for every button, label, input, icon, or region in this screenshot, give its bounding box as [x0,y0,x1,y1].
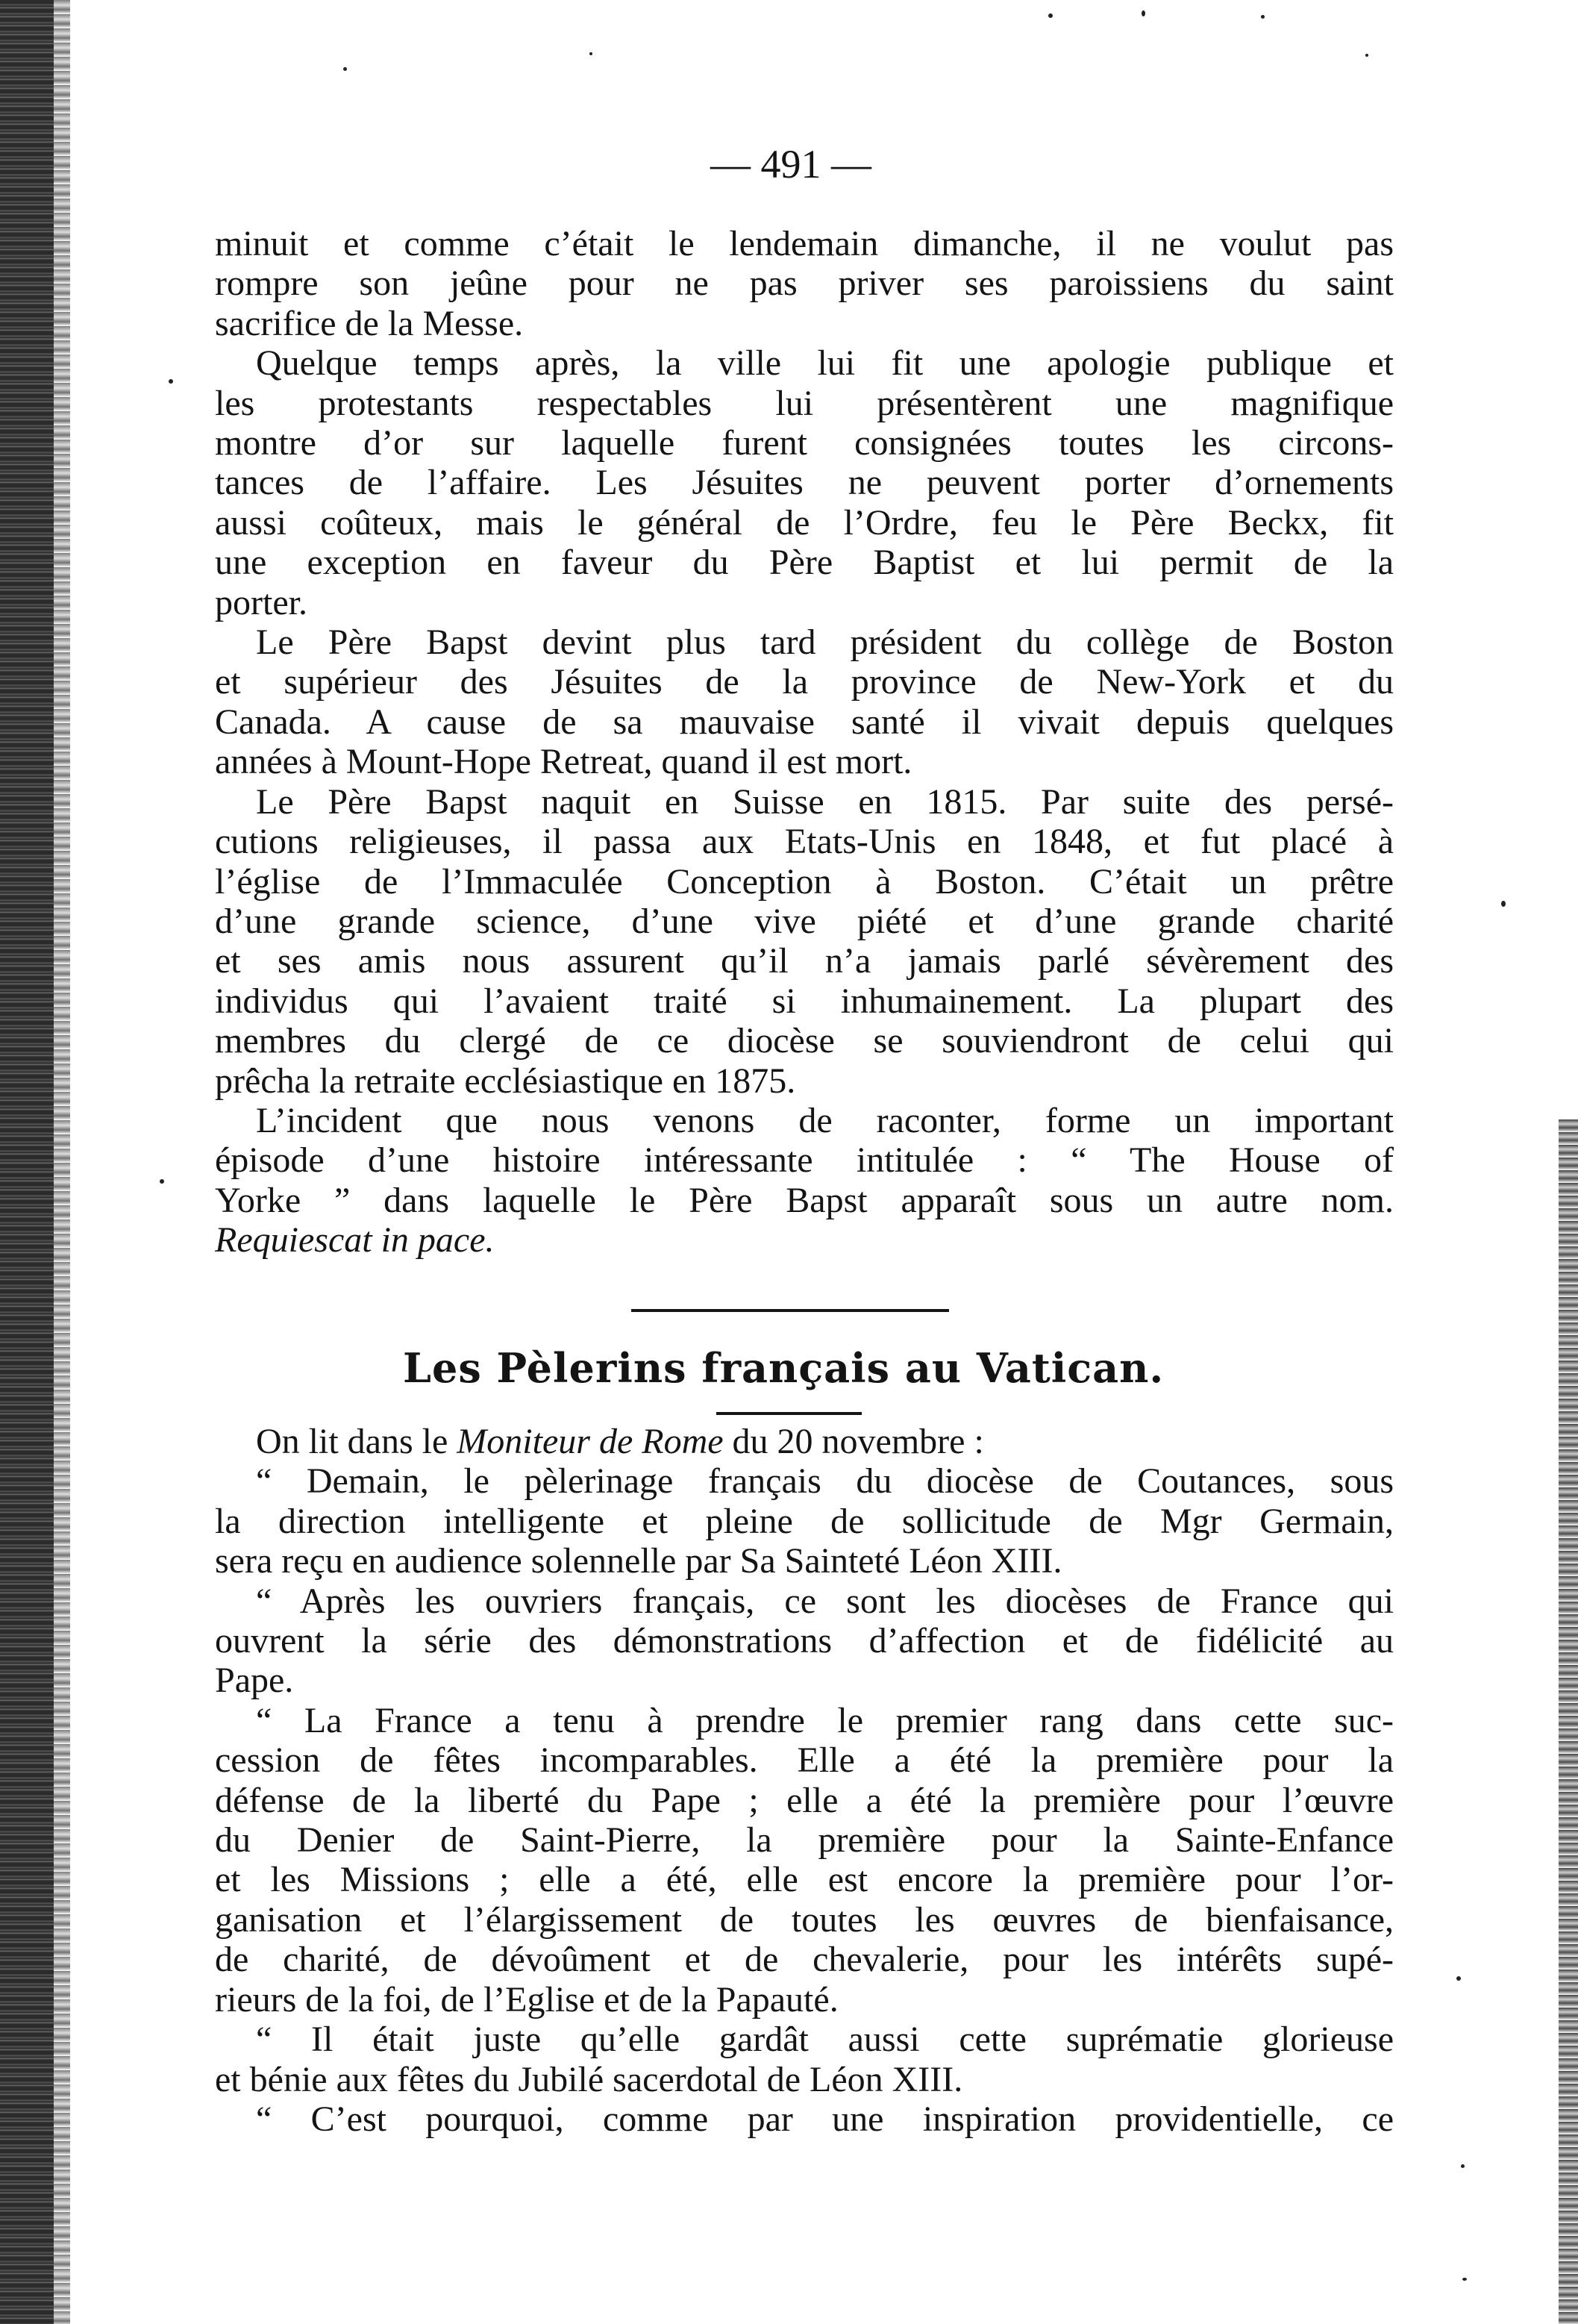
scan-speck [1048,13,1053,18]
text-line: une exception en faveur du Père Baptist et lui permit de la [215,543,1394,583]
text-line: cutions religieuses, il passa aux Etats-Unis en 1848, et fut placé à [215,822,1394,862]
page-number: — 491 — [710,142,871,187]
text-line: et les Missions ; elle a été, elle est encore la première pour l’or- [215,1860,1394,1900]
text-line: rompre son jeûne pour ne pas priver ses paroissiens du saint [215,263,1394,304]
text-line: rieurs de la foi, de l’Eglise et de la Papauté. [215,1979,839,2020]
scan-speck [1261,15,1265,19]
scan-speck [589,52,592,55]
text-line: les protestants respectables lui présentèrent une magnifique [215,383,1394,423]
scan-speck [160,1179,164,1184]
text-line: Le Père Bapst naquit en Suisse en 1815. Par suite des persé- [256,781,1394,822]
text-line: Le Père Bapst devint plus tard président du collège de Boston [256,622,1394,663]
text-line: années à Mount-Hope Retreat, quand il est mort. [215,742,912,782]
text-line: individus qui l’avaient traité si inhumainement. La plupart des [215,981,1394,1021]
text-line: sera reçu en audience solennelle par Sa Sainteté Léon XIII. [215,1541,1062,1581]
text-line: Canada. A cause de sa mauvaise santé il vivait depuis quelques [215,702,1394,742]
text-line: montre d’or sur laquelle furent consignées toutes les circons- [215,423,1394,463]
text-line: prêcha la retraite ecclésiastique en 1875. [215,1061,796,1101]
article-pilgrims-text [215,1422,1394,2139]
text-line: aussi coûteux, mais le général de l’Ordre, feu le Père Beckx, fit [215,502,1394,543]
text-line: de charité, de dévoûment et de chevalerie, pour les intérêts supé- [215,1940,1394,1980]
text-line: ganisation et l’élargissement de toutes les œuvres de bienfaisance, [215,1899,1394,1940]
text-line: l’église de l’Immaculée Conception à Boston. C’était un prêtre [215,861,1394,902]
text-line: L’incident que nous venons de raconter, forme un important [256,1100,1394,1140]
text-line: sacrifice de la Messe. [215,303,524,343]
scan-speck [1461,2164,1465,2168]
scan-speck [169,379,173,384]
text-line: défense de la liberté du Pape ; elle a été la première pour l’œuvre [215,1780,1394,1820]
section-divider [631,1309,949,1312]
text-line: On lit dans le Moniteur de Rome du 20 novembre : [256,1422,984,1461]
article-bapst-text [215,224,1394,1261]
text-line: Quelque temps après, la ville lui fit une apologie publique et [256,343,1394,384]
text-line: Yorke ” dans laquelle le Père Bapst apparaît sous un autre nom. [215,1180,1394,1220]
page-right-edge [1559,1119,1578,2324]
page-binding-edge [0,0,54,2324]
text-line: “ Après les ouvriers français, ce sont les diocèses de France qui [256,1581,1394,1621]
text-line: tances de l’affaire. Les Jésuites ne peuvent porter d’ornements [215,463,1394,503]
text-line-italic [215,1220,1394,1260]
scan-speck [1456,1976,1461,1981]
text-line: “ Il était juste qu’elle gardât aussi cette suprématie glorieuse [256,2020,1394,2060]
text-line: cession de fêtes incomparables. Elle a été la première pour la [215,1740,1394,1781]
scan-speck [343,67,347,71]
text-line: et supérieur des Jésuites de la province de New-York et du [215,662,1394,702]
text-line: minuit et comme c’était le lendemain dimanche, il ne voulut pas [215,224,1394,263]
text-line: et bénie aux fêtes du Jubilé sacerdotal de Léon XIII. [215,2059,963,2099]
text-line: porter. [215,582,307,622]
text-line: d’une grande science, d’une vive piété et d’une grande charité [215,901,1394,941]
title-underline [716,1412,862,1415]
closing-prayer: Requiescat in pace. [215,1220,495,1261]
text-line: du Denier de Saint-Pierre, la première pour la Sainte-Enfance [215,1820,1394,1861]
scan-speck [1142,10,1145,16]
text-line: “ Demain, le pèlerinage français du diocèse de Coutances, sous [256,1461,1394,1502]
text-line: “ La France a tenu à prendre le premier rang dans cette suc- [256,1700,1394,1740]
newspaper-name: Moniteur de Rome [457,1422,724,1461]
text-line: membres du clergé de ce diocèse se souviendront de celui qui [215,1021,1394,1061]
scan-speck [1365,54,1368,57]
section-title: Les Pèlerins français au Vatican. [403,1344,1165,1392]
text-line: et ses amis nous assurent qu’il n’a jamais parlé sévèrement des [215,941,1394,981]
text-line: la direction intelligente et pleine de sollicitude de Mgr Germain, [215,1501,1394,1541]
text-line: “ C’est pourquoi, comme par une inspiration providentielle, ce [256,2099,1394,2139]
text-line: épisode d’une histoire intéressante intitulée : “ The House of [215,1140,1394,1181]
text-line: Pape. [215,1661,294,1701]
scan-speck [1462,2278,1467,2281]
scan-speck [1501,901,1506,907]
text-line: ouvrent la série des démonstrations d’affection et de fidélicité au [215,1621,1394,1661]
